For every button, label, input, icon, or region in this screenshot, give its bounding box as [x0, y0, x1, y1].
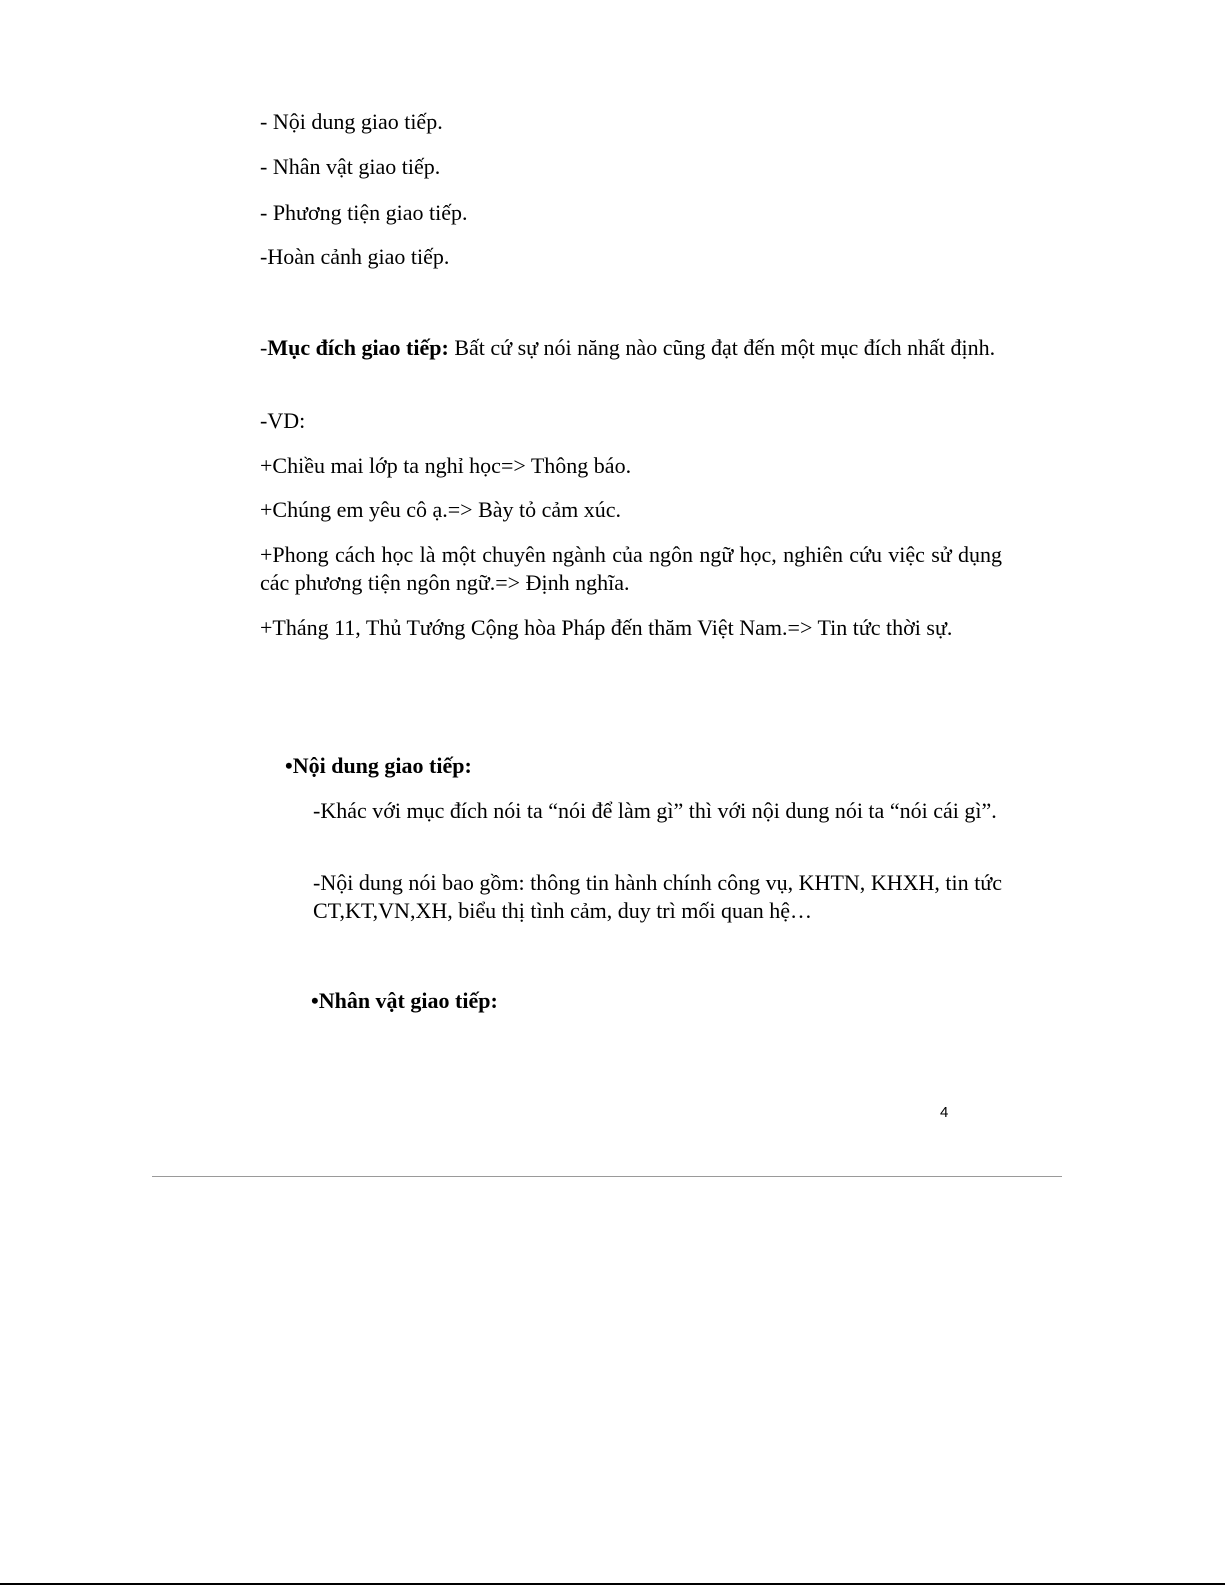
list-item-context: -Hoàn cảnh giao tiếp. — [260, 244, 450, 269]
character-section-title: Nhân vật giao tiếp: — [318, 988, 498, 1013]
example-item: +Chiều mai lớp ta nghỉ học=> Thông báo. — [260, 453, 632, 478]
purpose-heading: Mục đích giao tiếp: — [267, 335, 449, 360]
purpose-text: Bất cứ sự nói năng nào cũng đạt đến một mục đích nhất định. — [448, 335, 996, 360]
content-paragraph: -Nội dung nói bao gồm: thông tin hành chính công vụ, KHTN, KHXH, tin tức CT,KT,VN,XH, biểu thị tình cảm, duy trì mối quan hệ… — [313, 870, 1002, 923]
example-label: -VD: — [260, 408, 306, 433]
list-item-characters: - Nhân vật giao tiếp. — [260, 154, 441, 179]
bullet-icon: • — [311, 988, 319, 1013]
bullet-icon: • — [285, 753, 293, 778]
content-paragraph: -Khác với mục đích nói ta “nói để làm gì” thì với nội dung nói ta “nói cái gì”. — [313, 798, 997, 823]
purpose-prefix: - — [260, 335, 268, 360]
content-section-title: Nội dung giao tiếp: — [292, 753, 472, 778]
page-number: 4 — [940, 1104, 949, 1121]
page-divider — [152, 1176, 1062, 1177]
example-item: +Tháng 11, Thủ Tướng Cộng hòa Pháp đến thăm Việt Nam.=> Tin tức thời sự. — [260, 615, 953, 640]
example-item: +Phong cách học là một chuyên ngành của ngôn ngữ học, nghiên cứu việc sử dụng các phương tiện ngôn ngữ.=> Định nghĩa. — [260, 542, 1002, 595]
list-item-content: - Nội dung giao tiếp. — [260, 109, 443, 134]
list-item-means: - Phương tiện giao tiếp. — [260, 200, 468, 225]
character-section-heading — [311, 987, 498, 1015]
example-item: +Chúng em yêu cô ạ.=> Bày tỏ cảm xúc. — [260, 497, 622, 522]
content-section-heading — [285, 752, 472, 780]
purpose-paragraph — [260, 334, 1002, 362]
